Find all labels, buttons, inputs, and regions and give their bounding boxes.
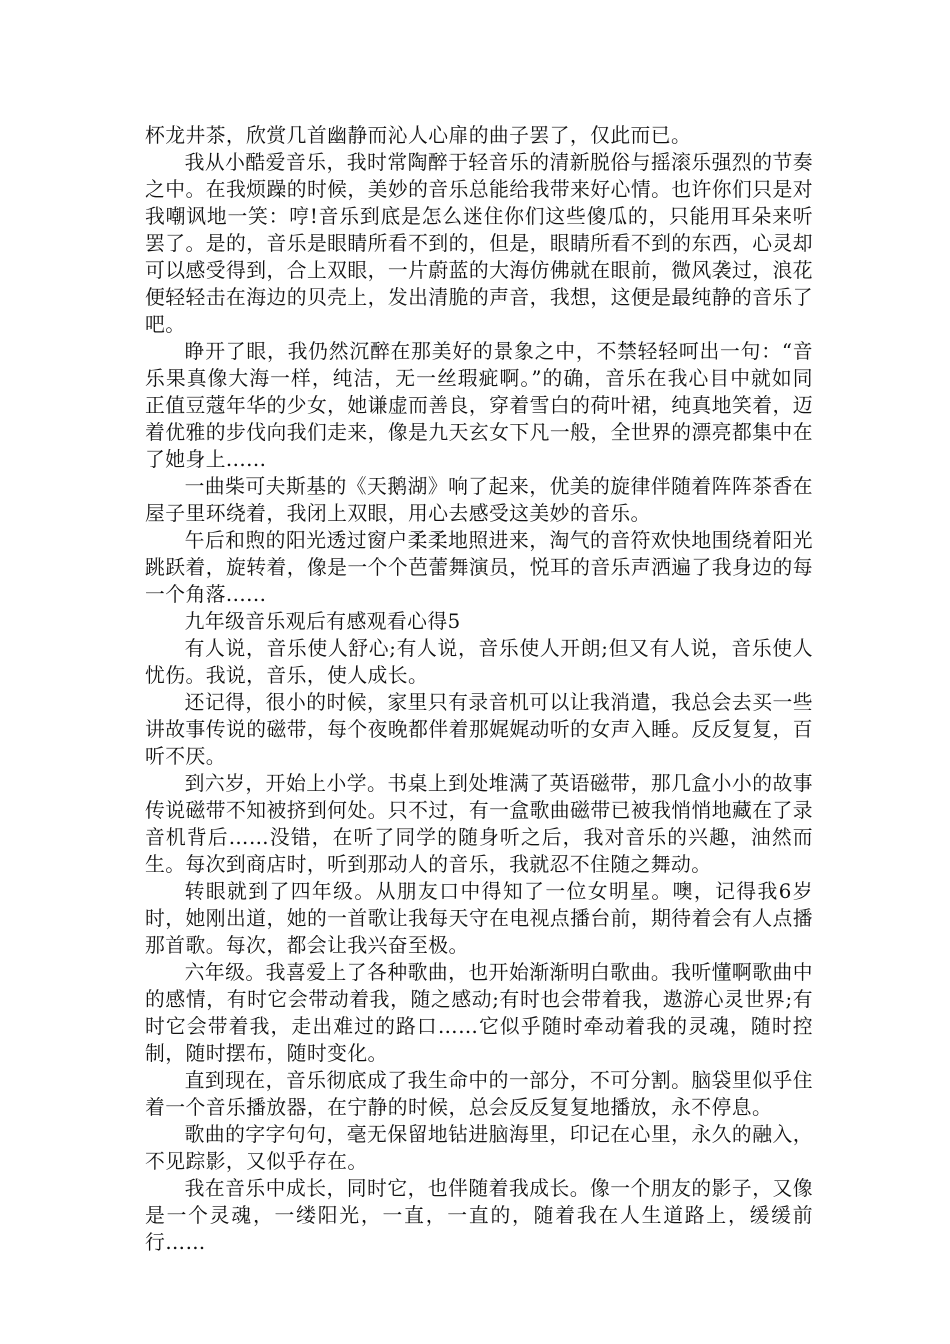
paragraph-continuation: 杯龙井茶，欣赏几首幽静而沁人心扉的曲子罢了，仅此而已。 — [145, 124, 692, 147]
paragraph: 午后和煦的阳光透过窗户柔柔地照进来，淘气的音符欢快地围绕着阳光跳跃着，旋转着，像是一个个芭蕾舞演员，悦耳的音乐声洒遍了我身边的每一个角落...... — [145, 529, 813, 606]
paragraph: 一曲柴可夫斯基的《天鹅湖》响了起来，优美的旋律伴随着阵阵茶香在屋子里环绕着，我闭上双眼，用心去感受这美妙的音乐。 — [145, 475, 813, 525]
paragraph: 我从小酷爱音乐，我时常陶醉于轻音乐的清新脱俗与摇滚乐强烈的节奏之中。在我烦躁的时候，美妙的音乐总能给我带来好心情。也许你们只是对我嘲讽地一笑：哼!音乐到底是怎么迷住你们这些傻瓜的，只能用耳朵来听罢了。是的，音乐是眼睛所看不到的，但是，眼睛所看不到的东西，心灵却可以感受得到，合上双眼，一片蔚蓝的大海仿佛就在眼前，微风袭过，浪花便轻轻击在海边的贝壳上，发出清脆的声音，我想，这便是最纯静的音乐了吧。 — [145, 151, 813, 336]
section-title: 九年级音乐观后有感观看心得5 — [184, 610, 461, 633]
paragraph: 直到现在，音乐彻底成了我生命中的一部分，不可分割。脑袋里似乎住着一个音乐播放器，在宁静的时候，总会反反复复地播放，永不停息。 — [145, 1069, 813, 1119]
paragraph: 睁开了眼，我仍然沉醉在那美好的景象之中，不禁轻轻呵出一句：“音乐果真像大海一样，纯洁，无一丝瑕疵啊。”的确，音乐在我心目中就如同正值豆蔻年华的少女，她谦虚而善良，穿着雪白的荷叶裙，纯真地笑着，迈着优雅的步伐向我们走来，像是九天玄女下凡一般，全世界的漂亮都集中在了她身上...... — [145, 340, 813, 471]
paragraph: 歌曲的字字句句，毫无保留地钻进脑海里，印记在心里，永久的融入，不见踪影，又似乎存在。 — [145, 1123, 813, 1173]
paragraph: 转眼就到了四年级。从朋友口中得知了一位女明星。噢，记得我6岁时，她刚出道，她的一首歌让我每天守在电视点播台前，期待着会有人点播那首歌。每次，都会让我兴奋至极。 — [145, 880, 813, 957]
paragraph: 我在音乐中成长，同时它，也伴随着我成长。像一个朋友的影子，又像是一个灵魂，一缕阳光，一直，一直的，随着我在人生道路上，缓缓前行…… — [145, 1177, 813, 1254]
paragraph: 还记得，很小的时候，家里只有录音机可以让我消遣，我总会去买一些讲故事传说的磁带，每个夜晚都伴着那娓娓动听的女声入睡。反反复复，百听不厌。 — [145, 691, 813, 768]
paragraph: 六年级。我喜爱上了各种歌曲，也开始渐渐明白歌曲。我听懂啊歌曲中的感情，有时它会带动着我，随之感动;有时也会带着我，遨游心灵世界;有时它会带着我，走出难过的路口……它似乎随时牵动着我的灵魂，随时控制，随时摆布，随时变化。 — [145, 961, 813, 1065]
essay-body — [145, 122, 813, 1256]
paragraph: 有人说，音乐使人舒心;有人说，音乐使人开朗;但又有人说，音乐使人忧伤。我说，音乐，使人成长。 — [145, 637, 813, 687]
paragraph: 到六岁，开始上小学。书桌上到处堆满了英语磁带，那几盒小小的故事传说磁带不知被挤到何处。只不过，有一盒歌曲磁带已被我悄悄地藏在了录音机背后……没错，在听了同学的随身听之后，我对音乐的兴趣，油然而生。每次到商店时，听到那动人的音乐，我就忍不住随之舞动。 — [145, 772, 813, 876]
